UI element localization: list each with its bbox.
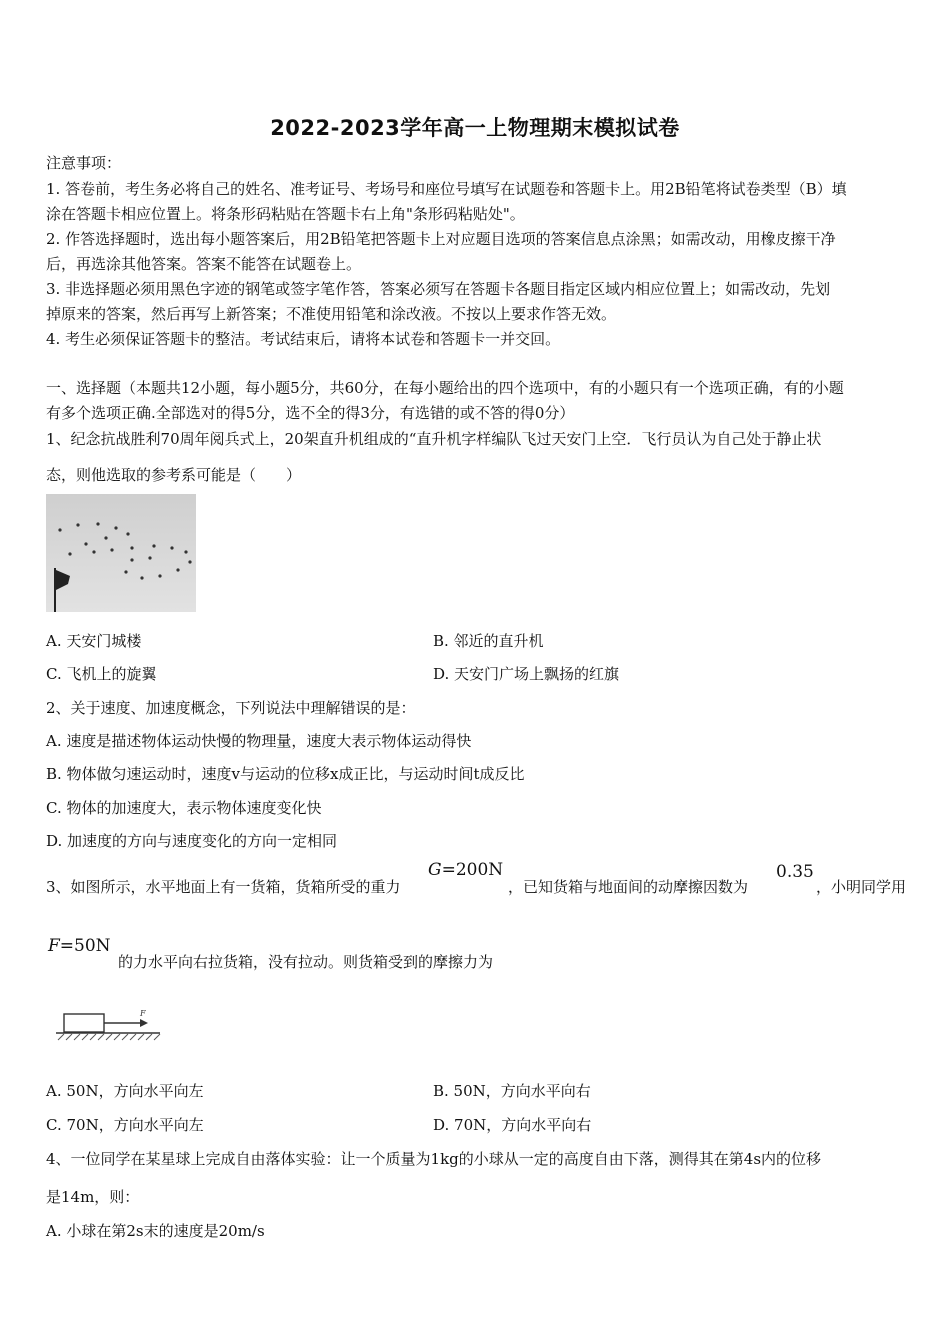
question-3-option-b: B. 50N，方向水平向右 [433,1082,591,1100]
notice-line: 涂在答题卡相应位置上。将条形码粘贴在答题卡右上角"条形码粘贴处"。 [46,205,525,223]
question-1-option-a: A. 天安门城楼 [46,632,142,650]
gravity-value: =200N [441,860,504,880]
question-2-option-b: B. 物体做匀速运动时，速度v与运动的位移x成正比，与运动时间t成反比 [46,765,525,783]
notice-line: 3. 非选择题必须用黑色字迹的钢笔或签字笔作答，答案必须写在答题卡各题目指定区域内相应位置上；如需改动，先划 [46,280,831,298]
notice-line: 1. 答卷前，考生务必将自己的姓名、准考证号、考场号和座位号填写在试题卷和答题卡上。用2B铅笔将试卷类型（B）填 [46,180,847,198]
section-instructions: 有多个选项正确.全部选对的得5分，选不全的得3分，有选错的或不答的得0分） [46,404,575,422]
question-2-option-c: C. 物体的加速度大，表示物体速度变化快 [46,799,322,817]
question-3-option-a: A. 50N，方向水平向左 [46,1082,204,1100]
notice-heading: 注意事项： [46,154,122,172]
question-3-option-d: D. 70N，方向水平向右 [433,1116,592,1134]
gravity-variable: G [428,860,442,880]
question-3-option-c: C. 70N，方向水平向左 [46,1116,204,1134]
question-1-stem: 态，则他选取的参考系可能是（ ） [46,466,302,484]
question-3-stem-part2: ，已知货箱与地面间的动摩擦因数为 [508,878,749,896]
question-3-gravity-formula [428,860,503,880]
question-2-stem: 2、关于速度、加速度概念，下列说法中理解错误的是： [46,699,416,717]
question-2-option-d: D. 加速度的方向与速度变化的方向一定相同 [46,832,338,850]
notice-line: 掉原来的答案，然后再写上新答案；不准使用铅笔和涂改液。不按以上要求作答无效。 [46,305,617,323]
question-1-option-c: C. 飞机上的旋翼 [46,665,157,683]
force-variable: F [48,936,60,956]
notice-line: 2. 作答选择题时，选出每小题答案后，用2B铅笔把答题卡上对应题目选项的答案信息点涂黑；如需改动，用橡皮擦干净 [46,230,836,248]
question-4-stem: 4、一位同学在某星球上完成自由落体实验：让一个质量为1kg的小球从一定的高度自由下落，测得其在第4s内的位移 [46,1150,822,1168]
question-3-stem-part4: 的力水平向右拉货箱，没有拉动。则货箱受到的摩擦力为 [118,953,494,971]
force-value: =50N [59,936,111,956]
notice-line: 4. 考生必须保证答题卡的整洁。考试结束后，请将本试卷和答题卡一并交回。 [46,330,561,348]
notice-line: 后，再选涂其他答案。答案不能答在试题卷上。 [46,255,362,273]
question-3-stem-part3: ，小明同学用 [816,878,907,896]
question-1-option-b: B. 邻近的直升机 [433,632,544,650]
force-arrow-label: F [140,1009,146,1018]
question-2-option-a: A. 速度是描述物体运动快慢的物理量，速度大表示物体运动得快 [46,732,472,750]
question-3-stem-part1: 3、如图所示，水平地面上有一货箱，货箱所受的重力 [46,878,401,896]
question-4-stem: 是14m，则： [46,1188,140,1206]
question-1-stem: 1、纪念抗战胜利70周年阅兵式上，20架直升机组成的“直升机字样编队飞过天安门上空．飞行员认为自己处于静止状 [46,430,822,448]
question-3-force-formula [48,936,111,956]
box-pulled-diagram [54,1006,164,1046]
section-instructions: 一、选择题（本题共12小题，每小题5分，共60分，在每小题给出的四个选项中，有的小题只有一个选项正确，有的小题 [46,379,844,397]
helicopter-formation-photo [46,494,196,612]
question-3-friction-coefficient: 0.35 [776,862,814,882]
question-1-option-d: D. 天安门广场上飘扬的红旗 [433,665,620,683]
exam-title: 2022-2023学年高一上物理期末模拟试卷 [270,116,680,140]
question-4-option-a: A. 小球在第2s末的速度是20m/s [46,1222,265,1240]
